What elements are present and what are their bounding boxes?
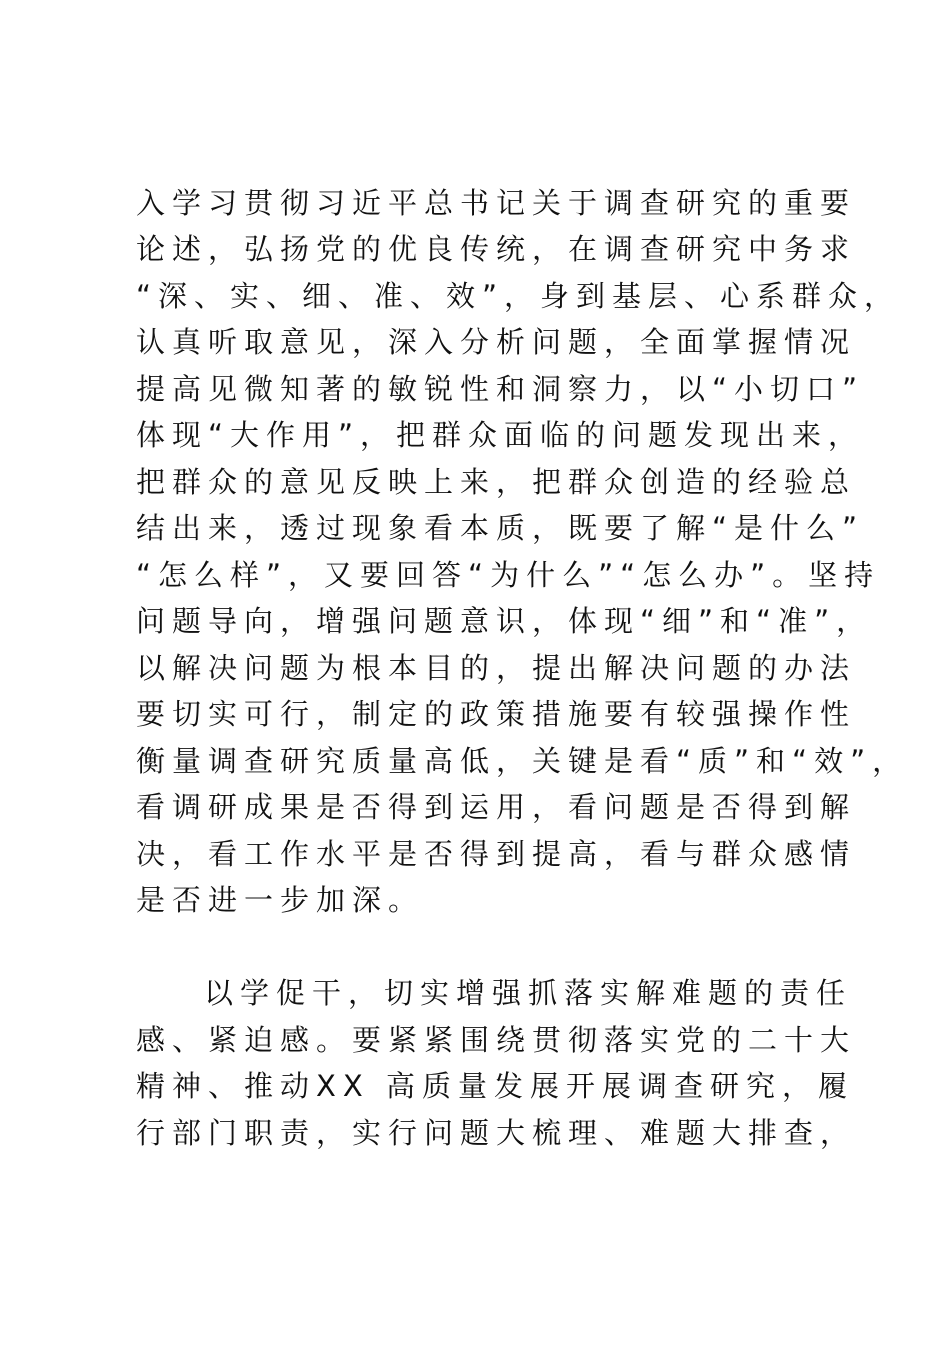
paragraph-1-line-6: 体现“大作用”，把群众面临的问题发现出来，	[136, 418, 865, 452]
paragraph-1-line-2: 论述，弘扬党的优良传统，在调查研究中务求	[136, 232, 857, 266]
paragraph-1-line-16: 是否进一步加深。	[136, 883, 425, 917]
paragraph-1-line-4: 认真听取意见，深入分析问题，全面掌握情况	[136, 325, 857, 359]
paragraph-1-line-8: 结出来，透过现象看本质，既要了解“是什么”	[136, 511, 865, 545]
paragraph-1-line-3: “深、实、细、准、效”，身到基层、心系群众，	[136, 279, 901, 313]
paragraph-1-line-7: 把群众的意见反映上来，把群众创造的经验总	[136, 465, 857, 499]
paragraph-1-line-13: 衡量调查研究质量高低，关键是看“质”和“效”，	[136, 744, 909, 778]
paragraph-2-line-1: 以学促干，切实增强抓落实解难题的责任	[204, 976, 853, 1010]
paragraph-1-line-11: 以解决问题为根本目的，提出解决问题的办法	[136, 651, 857, 685]
paragraph-1-line-9: “怎么样”，又要回答“为什么”“怎么办”。坚持	[136, 558, 881, 592]
paragraph-2-line-4: 行部门职责，实行问题大梳理、难题大排查，	[136, 1116, 857, 1150]
paragraph-1-line-14: 看调研成果是否得到运用，看问题是否得到解	[136, 790, 857, 824]
paragraph-1-line-12: 要切实可行，制定的政策措施要有较强操作性	[136, 697, 857, 731]
paragraph-1-line-1: 入学习贯彻习近平总书记关于调查研究的重要	[136, 186, 857, 220]
paragraph-2-line-2: 感、紧迫感。要紧紧围绕贯彻落实党的二十大	[136, 1023, 857, 1057]
paragraph-1-line-15: 决，看工作水平是否得到提高，看与群众感情	[136, 837, 857, 871]
paragraph-1-line-10: 问题导向，增强问题意识，体现“细”和“准”，	[136, 604, 873, 638]
paragraph-1-line-5: 提高见微知著的敏锐性和洞察力，以“小切口”	[136, 372, 865, 406]
paragraph-2-line-3: 精神、推动XX 高质量发展开展调查研究，履	[136, 1069, 854, 1103]
